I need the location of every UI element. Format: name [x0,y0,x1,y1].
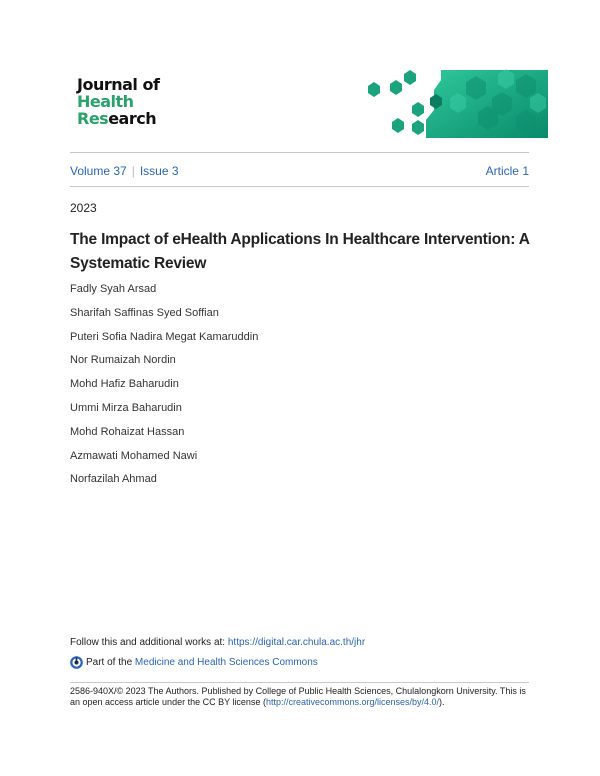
license-text-b: ). [439,697,445,707]
license-link[interactable]: http://creativecommons.org/licenses/by/4.0/ [265,697,440,707]
license-text-a: 2586-940X/© 2023 The Authors. Published by College of Public Health Sciences, Chulalongkorn University. This is an open access article under the CC BY license ( [70,686,526,707]
follow-prefix: Follow this and additional works at: [70,637,228,648]
author-name: Azmawati Mohamed Nawi [70,449,198,462]
journal-name-line3-b: earch [108,109,157,128]
top-divider [70,152,529,153]
footer-divider [70,682,529,683]
hexagon-banner-graphic [366,68,548,138]
issue-divider [70,186,529,187]
author-name: Mohd Rohaizat Hassan [70,425,185,438]
article-title: The Impact of eHealth Applications In Healthcare Intervention: A Systematic Review [70,231,530,272]
article-link[interactable]: Article 1 [485,164,529,178]
journal-name-line3-a: Res [77,109,109,128]
author-name: Ummi Mirza Baharudin [70,401,182,414]
journal-name-line2: Health [77,92,134,111]
issue-separator: | [131,164,135,178]
commons-network-icon [70,656,83,669]
author-name: Puteri Sofia Nadira Megat Kamaruddin [70,330,259,343]
volume-link[interactable]: Volume 37 [70,164,127,178]
license-statement [70,686,532,708]
part-of-line [70,656,318,669]
author-name: Fadly Syah Arsad [70,283,157,295]
author-name: Norfazilah Ahmad [70,473,157,486]
repository-link[interactable]: https://digital.car.chula.ac.th/jhr [227,637,366,648]
author-name: Nor Rumaizah Nordin [70,354,176,367]
author-list [70,283,258,497]
publication-year: 2023 [70,201,97,215]
author-name: Mohd Hafiz Baharudin [70,378,179,391]
partof-prefix: Part of the [86,657,133,668]
follow-works-line [70,637,365,648]
issue-link[interactable]: Issue 3 [139,164,179,178]
journal-logo [77,76,159,127]
commons-link[interactable]: Medicine and Health Sciences Commons [134,657,318,668]
issue-navigation [70,164,529,178]
journal-name-line3 [77,110,159,127]
author-name: Sharifah Saffinas Syed Soffian [70,306,219,319]
journal-name-line1: Journal of [77,75,160,94]
